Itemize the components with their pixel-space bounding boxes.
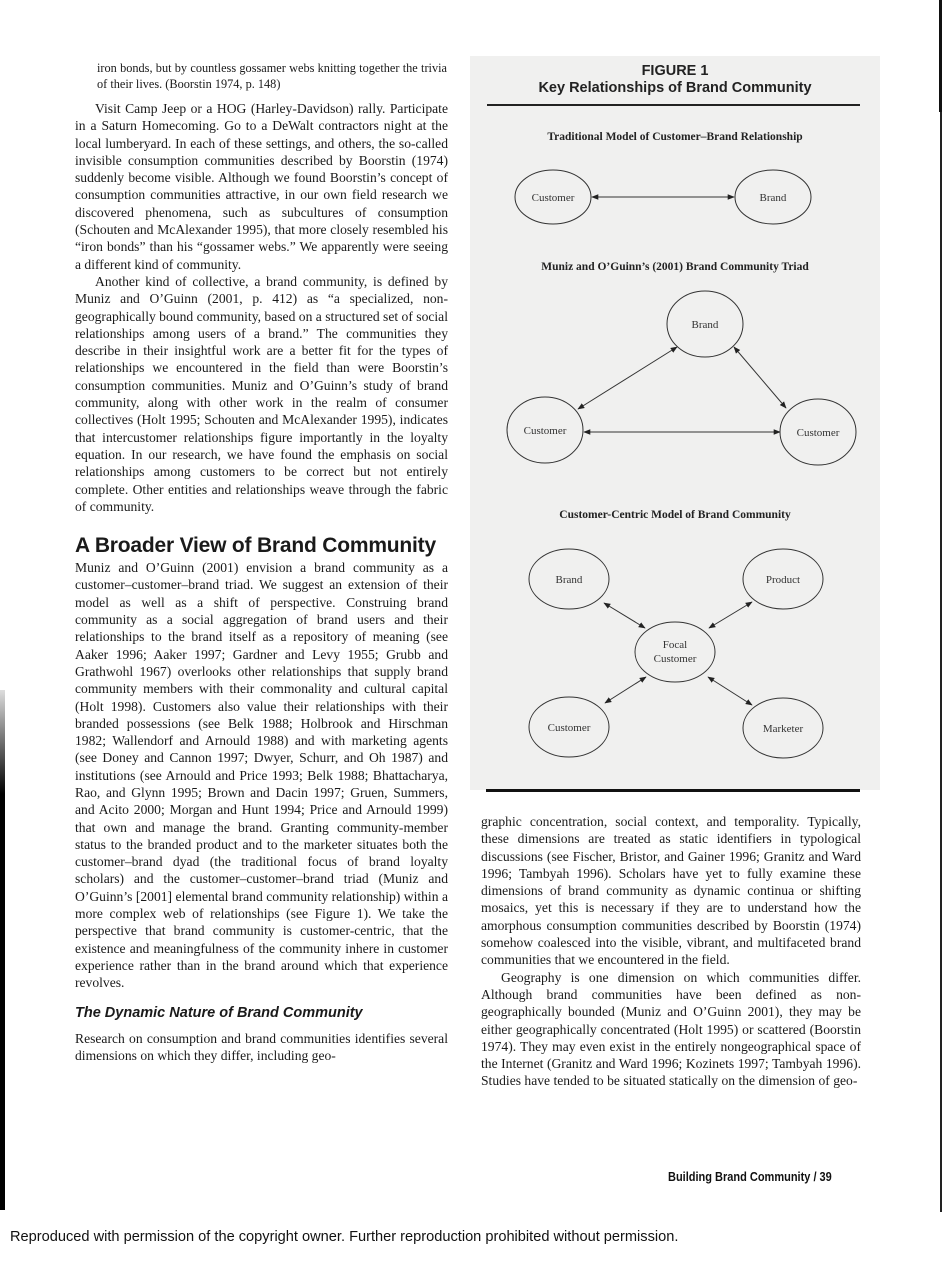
figure-bottom-rule [486, 789, 860, 792]
right-column [481, 813, 861, 1090]
running-footer: Building Brand Community / 39 [668, 1170, 832, 1184]
page-edge-left [0, 690, 5, 1210]
node-label: Product [765, 574, 801, 586]
node-label: Customer [531, 192, 575, 204]
node-label: Focal [662, 639, 688, 651]
panel-title-triad: Muniz and O’Guinn’s (2001) Brand Community Triad [541, 261, 809, 273]
subsection-heading: The Dynamic Nature of Brand Community [75, 1004, 363, 1021]
paragraph: Research on consumption and brand communities identifies several dimensions on which they differ, including geo- [75, 1030, 448, 1063]
paragraph: Visit Camp Jeep or a HOG (Harley-Davidson) rally. Participate in a Saturn Homecoming. Go to a DeWalt contractors night at the local lumberyard. In each of these settings, and others, the so-called invisible consumption communities described by Boorstin (1974) suddenly become visible. Although we found Boorstin’s concept of consumption communities attractive, in our own field research we discovered phenomena, such as subcultures of consumption (Schouten and McAlexander 1995), that more closely resembled his “iron bonds” than his “gossamer webs.” We apparently were seeing a different kind of community. [75, 101, 448, 272]
panel-title-customer-centric: Customer-Centric Model of Brand Community [559, 509, 791, 521]
paragraph: graphic concentration, social context, and temporality. Typically, these dimensions are treated as static identifiers in typological discussions (see Fischer, Bristor, and Gainer 1996; Granitz and Ward 1996; Tambyah 1996). Scholars have yet to fully examine these dimensions of brand community as dynamic continua or shifting mosaics, yet this is necessary if they are to understand how the amorphous consumption communities described by Boorstin (1974) somehow coalesced into the visible, vibrant, and multifaceted brand communities that we encountered in the field. [481, 814, 861, 968]
node-label: Customer [796, 427, 840, 439]
page-edge-right [940, 112, 942, 1212]
node-label: Brand [691, 319, 719, 331]
copyright-notice: Reproduced with permission of the copyright owner. Further reproduction prohibited without permission. [10, 1229, 679, 1245]
block-quote: iron bonds, but by countless gossamer webs knitting together the trivia of their lives. (Boorstin 1974, p. 148) [97, 61, 447, 91]
page-edge-right [939, 0, 942, 112]
node-label: Customer [653, 653, 697, 665]
node-label: Customer [547, 722, 591, 734]
node-focal-customer [635, 622, 715, 682]
paragraph: Another kind of collective, a brand community, is defined by Muniz and O’Guinn (2001, p. 412) as “a specialized, non-geographically bound community, based on a structured set of social relationships among users of a brand.” The communities they describe in their insightful work are a better fit for the types of relationships we encountered in the field than were Boorstin’s consumption communities. Muniz and O’Guinn’s study of brand community, along with other work in the realm of consumer collectives (Holt 1995; Schouten and McAlexander 1995), indicates that intercustomer relationships figure importantly in the loyalty equation. In our research, we have found the emphasis on social relationships among customers to be correct but not entirely complete. Other entities and relationships weave through the fabric of community. [75, 273, 448, 514]
section-heading: A Broader View of Brand Community [75, 534, 436, 558]
figure-title: Key Relationships of Brand Community [538, 80, 812, 96]
node-label: Customer [523, 425, 567, 437]
node-label: Brand [555, 574, 583, 586]
paragraph: Muniz and O’Guinn (2001) envision a brand community as a customer–customer–brand triad. We suggest an extension of their model as well as a shift of perspective. Construing brand community as a social aggregation of brand users and their relationships to the brand itself as a repository of meaning (see Aaker 1996; Aaker 1997; Gardner and Levy 1955; Grubb and Grathwohl 1967) overlooks other relationships that supply brand community members with their commonality and cultural capital (Holt 1998). Customers also value their relationships with their branded possessions (see Belk 1988; Holbrook and Hirschman 1982; Wallendorf and Arnould 1988) and with marketing agents (see Doney and Cannon 1997; Dwyer, Schurr, and Oh 1987) and institutions (see Arnould and Price 1993; Belk 1988; Bhattacharya, Rao, and Glynn 1995; Brown and Dacin 1997; Gruen, Summers, and Acito 2000; Morgan and Hunt 1994; Price and Arnould 1999) that own and manage the brand. Granting community-member status to the branded product and to the marketer situates both the customer–brand dyad (the traditional focus of brand loyalty scholars) and the customer–customer–brand triad (Muniz and O’Guinn’s [2001] elemental brand community relationship) within a more complex web of relationships (see Figure 1). We take the perspective that brand community is customer-centric, that the existence and meaningfulness of the community inhere in customer experience rather than in the brand around which that experience revolves. [75, 560, 448, 991]
figure-number: FIGURE 1 [641, 63, 709, 79]
paragraph: Geography is one dimension on which communities differ. Although brand communities have been defined as non-geographically bounded (Muniz and O’Guinn 2001), they may be either geographically concentrated (Holt 1995) or scattered (Boorstin 1974). They may even exist in the entirely nongeographical space of the Internet (Granitz and Ward 1996; Kozinets 1997; Tambyah 1996). Studies have tended to be situated statically on the dimension of geo- [481, 969, 861, 1089]
panel-title-traditional: Traditional Model of Customer–Brand Relationship [547, 131, 803, 143]
left-column [75, 60, 448, 1064]
figure-diagram [470, 56, 880, 790]
figure-1 [470, 56, 880, 790]
node-label: Brand [759, 192, 787, 204]
node-label: Marketer [762, 723, 804, 735]
